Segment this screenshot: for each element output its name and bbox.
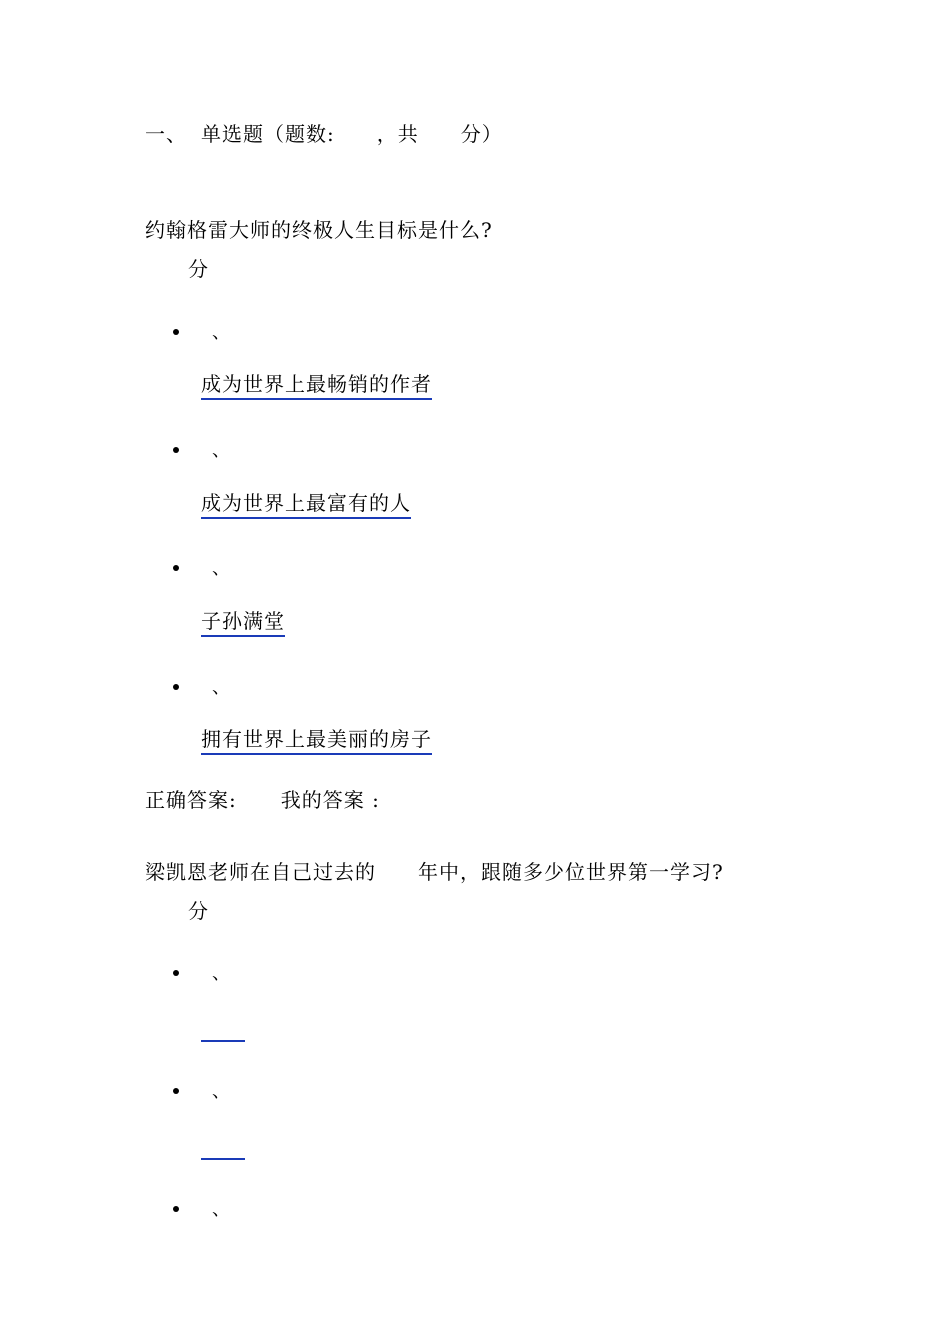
bullet-icon bbox=[173, 329, 179, 335]
option-link[interactable] bbox=[201, 1013, 245, 1042]
option-marker: 、 bbox=[212, 1081, 230, 1102]
option-link[interactable]: 成为世界上最富有的人 bbox=[201, 487, 411, 519]
bullet-icon bbox=[173, 970, 179, 976]
option-marker: 、 bbox=[212, 963, 230, 984]
section-title-text: 单选题（题数: ，共 分） bbox=[201, 122, 503, 146]
bullet-icon bbox=[173, 684, 179, 690]
bullet-icon bbox=[173, 1088, 179, 1094]
answer-line bbox=[145, 784, 380, 813]
question-text: 约翰格雷大师的终极人生目标是什么? bbox=[145, 218, 493, 242]
option-link[interactable]: 成为世界上最畅销的作者 bbox=[201, 368, 432, 400]
section-number: 一、 bbox=[145, 122, 187, 146]
option-marker: 、 bbox=[212, 1199, 230, 1220]
correct-answer-label: 正确答案: bbox=[145, 788, 237, 812]
option-marker: 、 bbox=[212, 440, 230, 461]
bullet-icon bbox=[173, 565, 179, 571]
question-score: 分 bbox=[188, 257, 208, 281]
bullet-icon bbox=[173, 1206, 179, 1212]
option-link[interactable]: 子孙满堂 bbox=[201, 605, 285, 637]
option-marker: 、 bbox=[212, 677, 230, 698]
option-marker: 、 bbox=[212, 322, 230, 343]
question-score: 分 bbox=[188, 899, 208, 923]
my-answer-label: 我的答案 : bbox=[280, 788, 380, 812]
option-link[interactable]: 拥有世界上最美丽的房子 bbox=[201, 723, 432, 755]
option-link[interactable] bbox=[201, 1131, 245, 1160]
bullet-icon bbox=[173, 447, 179, 453]
section-title bbox=[145, 118, 503, 147]
option-marker: 、 bbox=[212, 558, 230, 579]
question-text: 梁凯恩老师在自己过去的 年中，跟随多少位世界第一学习? bbox=[145, 860, 724, 884]
